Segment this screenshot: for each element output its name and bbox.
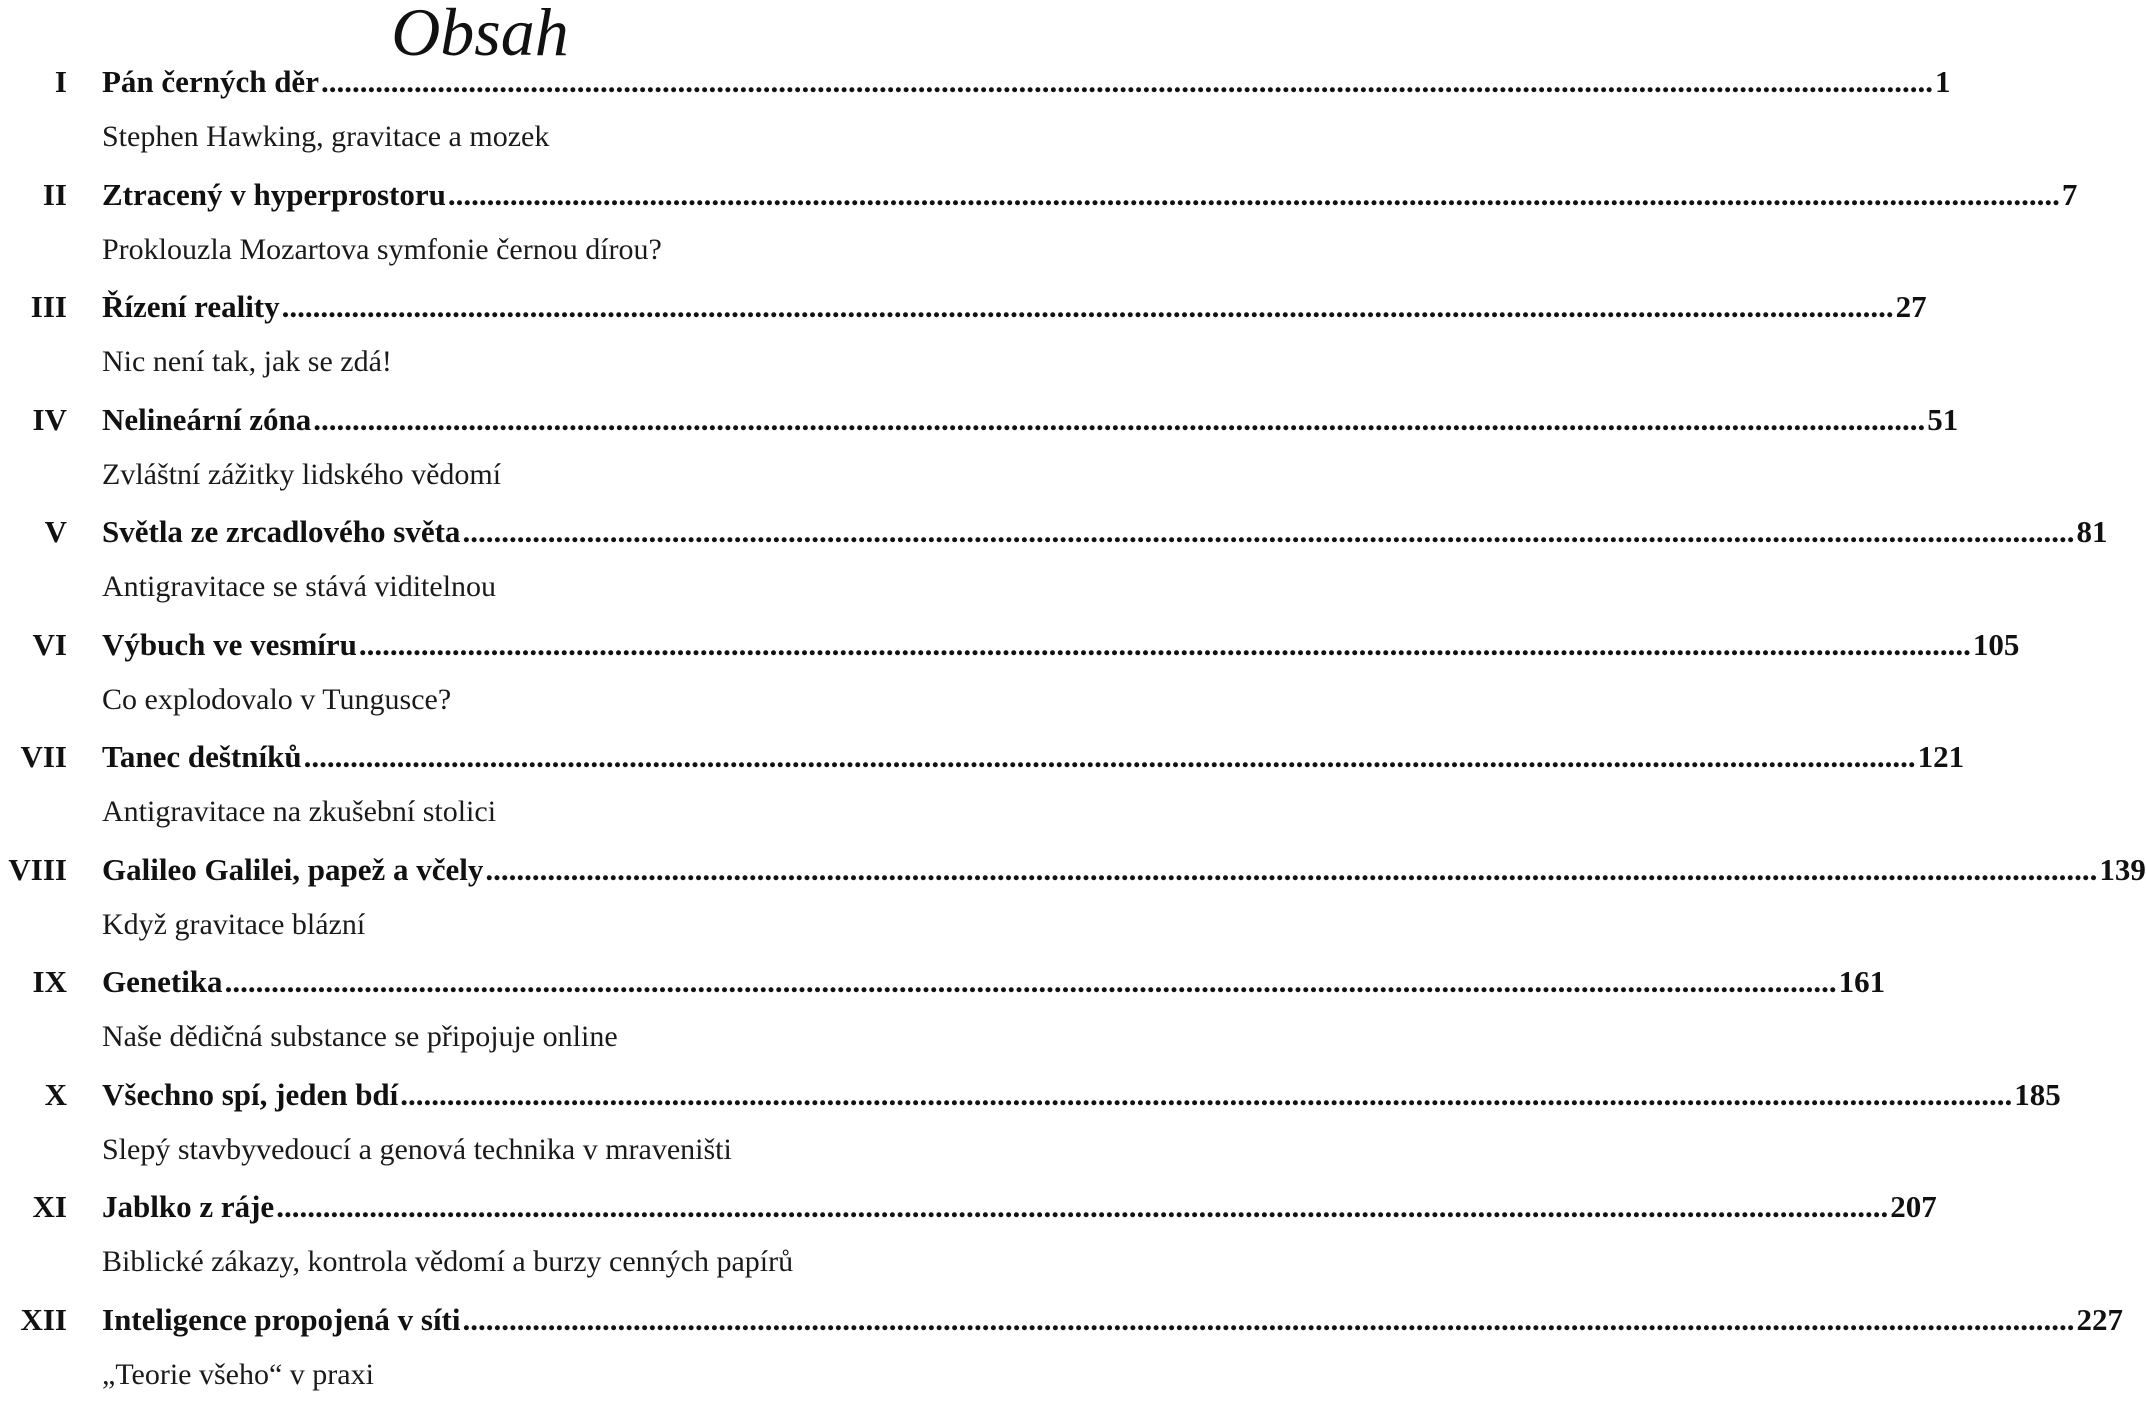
page-number: 121: [1918, 729, 1965, 785]
chapter-numeral: III: [31, 279, 67, 335]
dot-leader: ................................................................................................................................................................................................................: [448, 167, 2060, 223]
chapter-title: Pán černých děr: [102, 54, 319, 110]
page-number: 27: [1896, 279, 1927, 335]
dot-leader: ................................................................................................................................................................................................................: [321, 54, 1933, 110]
chapter-title: Světla ze zrcadlového světa: [102, 504, 460, 560]
chapter-title: Všechno spí, jeden bdí: [102, 1067, 398, 1123]
toc-entry: [0, 1067, 960, 1180]
chapter-subtitle: „Teorie všeho“ v praxi: [102, 1349, 374, 1401]
chapter-title: Tanec deštníků: [102, 729, 302, 785]
chapter-numeral: IV: [33, 392, 67, 448]
chapter-numeral: IX: [33, 954, 67, 1010]
chapter-subtitle: Biblické zákazy, kontrola vědomí a burzy cenných papírů: [102, 1236, 793, 1288]
toc-entry: [0, 504, 960, 617]
toc-entry: [0, 54, 960, 167]
table-of-contents: [0, 54, 960, 1404]
chapter-numeral: I: [55, 54, 67, 110]
chapter-title-line[interactable]: [102, 617, 952, 673]
toc-entry: [0, 617, 960, 730]
chapter-title: Genetika: [102, 954, 223, 1010]
chapter-numeral: VIII: [8, 842, 67, 898]
chapter-subtitle: Slepý stavbyvedoucí a genová technika v mraveništi: [102, 1124, 732, 1176]
chapter-title-line[interactable]: [102, 167, 952, 223]
chapter-numeral: X: [45, 1067, 67, 1123]
chapter-numeral: VI: [33, 617, 67, 673]
toc-entry: [0, 1292, 960, 1404]
chapter-subtitle: Nic není tak, jak se zdá!: [102, 336, 392, 388]
chapter-title: Nelineární zóna: [102, 392, 311, 448]
chapter-subtitle: Když gravitace blázní: [102, 899, 365, 951]
toc-entry: [0, 842, 960, 955]
chapter-numeral: VII: [20, 729, 67, 785]
chapter-numeral: XI: [33, 1179, 67, 1235]
page-number: 161: [1839, 954, 1886, 1010]
chapter-subtitle: Co explodovalo v Tungusce?: [102, 674, 451, 726]
chapter-numeral: II: [43, 167, 67, 223]
chapter-title-line[interactable]: [102, 1179, 952, 1235]
chapter-subtitle: Naše dědičná substance se připojuje online: [102, 1011, 618, 1063]
dot-leader: ................................................................................................................................................................................................................: [276, 1179, 1888, 1235]
page-number: 105: [1973, 617, 2020, 673]
chapter-title-line[interactable]: [102, 504, 952, 560]
dot-leader: ................................................................................................................................................................................................................: [463, 1292, 2075, 1348]
chapter-subtitle: Stephen Hawking, gravitace a mozek: [102, 111, 549, 163]
chapter-title: Galileo Galilei, papež a včely: [102, 842, 483, 898]
chapter-title-line[interactable]: [102, 279, 952, 335]
dot-leader: ................................................................................................................................................................................................................: [282, 279, 1894, 335]
chapter-title-line[interactable]: [102, 54, 952, 110]
chapter-title-line[interactable]: [102, 392, 952, 448]
page-title: Obsah: [0, 0, 960, 70]
page-number: 139: [2099, 842, 2146, 898]
toc-entry: [0, 167, 960, 280]
chapter-title: Jablko z ráje: [102, 1179, 274, 1235]
chapter-title: Výbuch ve vesmíru: [102, 617, 357, 673]
dot-leader: ................................................................................................................................................................................................................: [400, 1067, 2012, 1123]
toc-entry: [0, 1179, 960, 1292]
chapter-subtitle: Antigravitace se stává viditelnou: [102, 561, 496, 613]
chapter-subtitle: Zvláštní zážitky lidského vědomí: [102, 449, 501, 501]
chapter-title: Ztracený v hyperprostoru: [102, 167, 446, 223]
page-number: 51: [1927, 392, 1958, 448]
chapter-title-line[interactable]: [102, 842, 952, 898]
toc-entry: [0, 279, 960, 392]
chapter-subtitle: Antigravitace na zkušební stolici: [102, 786, 496, 838]
page-number: 207: [1890, 1179, 1937, 1235]
dot-leader: ................................................................................................................................................................................................................: [485, 842, 2097, 898]
dot-leader: ................................................................................................................................................................................................................: [313, 392, 1925, 448]
chapter-title-line[interactable]: [102, 729, 952, 785]
page-number: 185: [2014, 1067, 2061, 1123]
chapter-title: Řízení reality: [102, 279, 280, 335]
chapter-numeral: XII: [20, 1292, 67, 1348]
toc-entry: [0, 729, 960, 842]
chapter-numeral: V: [45, 504, 67, 560]
toc-entry: [0, 954, 960, 1067]
page-number: 1: [1935, 54, 1951, 110]
dot-leader: ................................................................................................................................................................................................................: [462, 504, 2074, 560]
page: [0, 0, 960, 1401]
dot-leader: ................................................................................................................................................................................................................: [359, 617, 1971, 673]
page-number: 227: [2077, 1292, 2124, 1348]
dot-leader: ................................................................................................................................................................................................................: [225, 954, 1837, 1010]
chapter-title-line[interactable]: [102, 1292, 952, 1348]
page-number: 7: [2062, 167, 2078, 223]
page-number: 81: [2076, 504, 2107, 560]
toc-entry: [0, 392, 960, 505]
dot-leader: ................................................................................................................................................................................................................: [304, 729, 1916, 785]
chapter-title-line[interactable]: [102, 954, 952, 1010]
chapter-title-line[interactable]: [102, 1067, 952, 1123]
chapter-subtitle: Proklouzla Mozartova symfonie černou dírou?: [102, 224, 662, 276]
chapter-title: Inteligence propojená v síti: [102, 1292, 461, 1348]
